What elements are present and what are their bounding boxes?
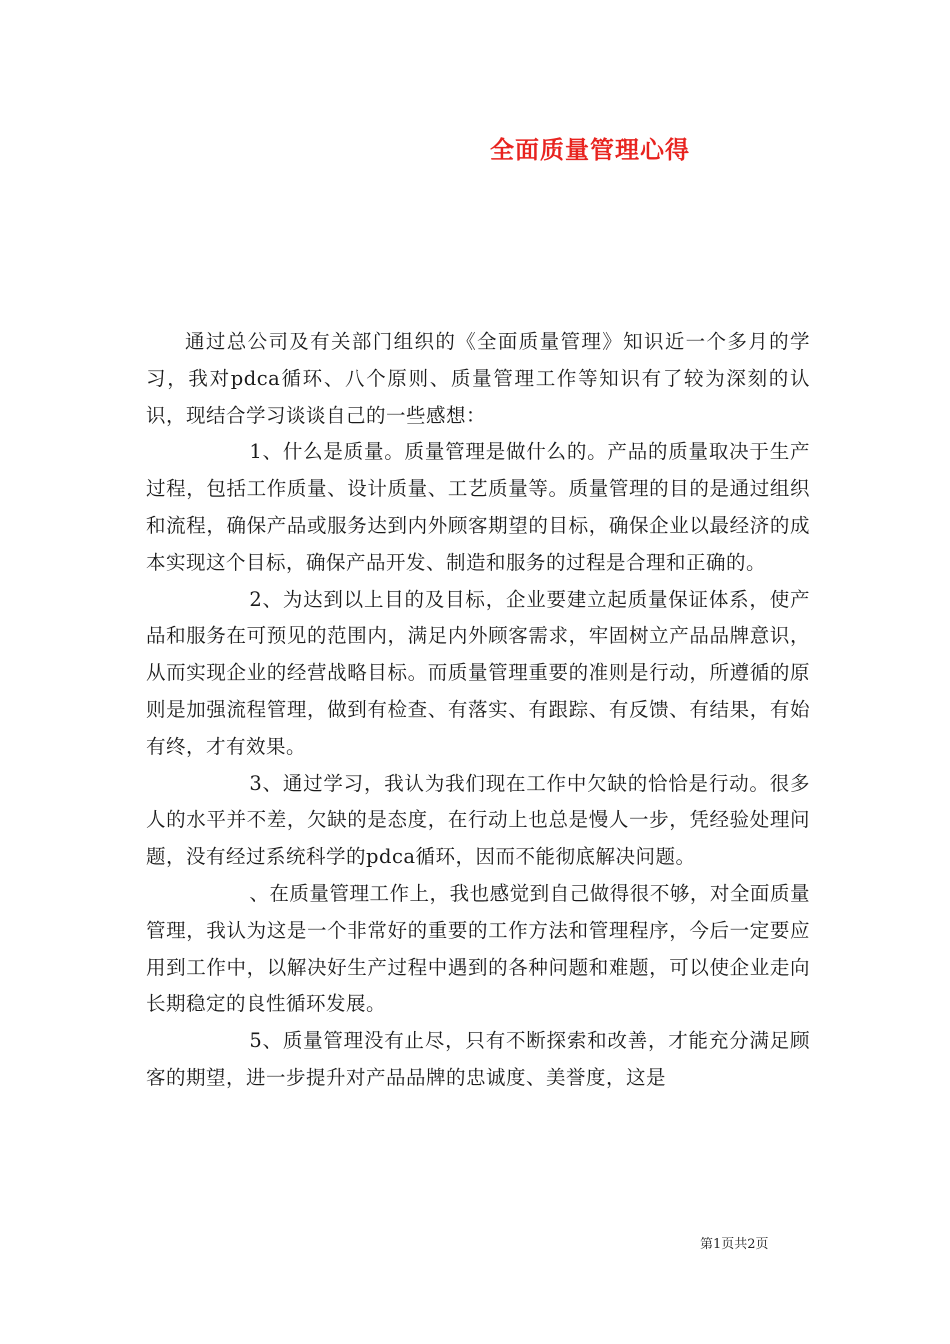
paragraph-point-2: 2、为达到以上目的及目标，企业要建立起质量保证体系，使产品和服务在可预见的范围内，满足内外顾客需求，牢固树立产品品牌意识，从而实现企业的经营战略目标。而质量管理重要的准则是行动，所遵循的原则是加强流程管理，做到有检查、有落实、有跟踪、有反馈、有结果，有始有终，才有效果。	[146, 587, 810, 758]
page-number-footer: 第1页共2页	[700, 1237, 769, 1252]
paragraph-point-4: 、在质量管理工作上，我也感觉到自己做得很不够，对全面质量管理，我认为这是一个非常好的重要的工作方法和管理程序，今后一定要应用到工作中，以解决好生产过程中遇到的各种问题和难题，可以使企业走向长期稳定的良性循环发展。	[146, 881, 810, 1016]
paragraph-point-3: 3、通过学习，我认为我们现在工作中欠缺的恰恰是行动。很多人的水平并不差，欠缺的是态度，在行动上也总是慢人一步，凭经验处理问题，没有经过系统科学的pdca循环，因而不能彻底解决问题。	[146, 771, 810, 869]
document-body	[146, 324, 810, 1097]
paragraph-point-5: 5、质量管理没有止尽，只有不断探索和改善，才能充分满足顾客的期望，进一步提升对产品品牌的忠诚度、美誉度，这是	[146, 1029, 810, 1089]
paragraph-point-1: 1、什么是质量。质量管理是做什么的。产品的质量取决于生产过程，包括工作质量、设计质量、工艺质量等。质量管理的目的是通过组织和流程，确保产品或服务达到内外顾客期望的目标，确保企业以最经济的成本实现这个目标，确保产品开发、制造和服务的过程是合理和正确的。	[146, 440, 810, 574]
document-title: 全面质量管理心得	[490, 135, 690, 164]
paragraph-intro: 通过总公司及有关部门组织的《全面质量管理》知识近一个多月的学习，我对pdca循环、八个原则、质量管理工作等知识有了较为深刻的认识，现结合学习谈谈自己的一些感想：	[146, 330, 810, 427]
